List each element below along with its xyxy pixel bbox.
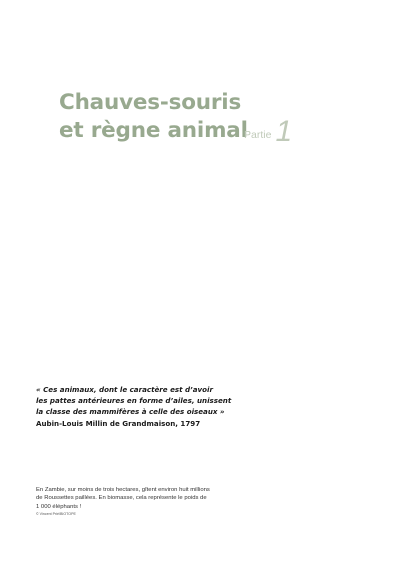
photo-caption [36,486,366,517]
quote-line-1: « Ces animaux, dont le caractère est d’avoir [36,385,213,394]
caption-line-1: En Zambie, sur moins de trois hectares, gîtent environ huit millions [36,487,210,493]
chapter-title-line-1: Chauves-souris [59,90,242,115]
quote-author: Aubin-Louis Millin de Grandmaison, 1797 [36,418,201,428]
part-label: Partie [244,129,272,141]
part-marker [244,117,292,147]
quote-line-3: la classe des mammifères à celle des oiseaux » [36,407,225,417]
epigraph-quote [36,384,366,429]
caption-line-2: de Roussettes paillées. En biomasse, cela représente le poids de [36,495,207,502]
quote-line-2: les pattes antérieures en forme d’ailes, unissent [36,396,232,406]
part-number: 1 [275,115,293,148]
chapter-title [59,89,248,145]
chapter-title-line-2: et règne animal [59,118,248,143]
photo-credit: © Vincent Prié/BIOTOPE [36,512,76,517]
caption-line-3: 1 000 éléphants ! [36,503,82,510]
